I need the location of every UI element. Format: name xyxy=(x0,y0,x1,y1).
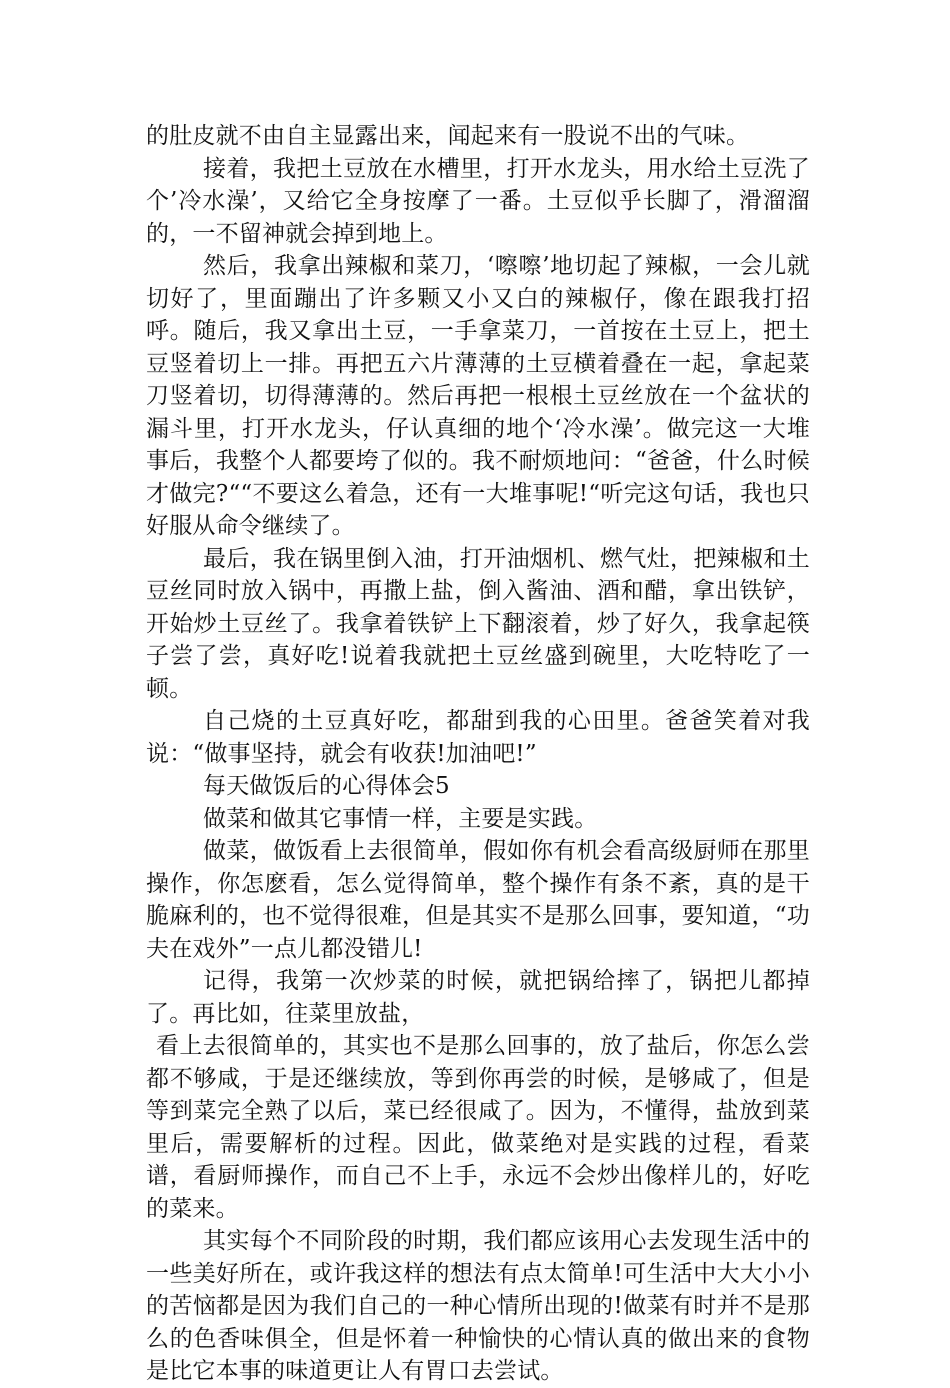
paragraph-8: 记得，我第一次炒菜的时候，就把锅给摔了，锅把儿都掉了。再比如，往菜里放盐， xyxy=(146,968,810,1027)
section-heading: 每天做饭后的心得体会5 xyxy=(203,773,450,799)
paragraph-4: 最后，我在锅里倒入油，打开油烟机、燃气灶，把辣椒和土豆丝同时放入锅中，再撒上盐，倒入酱油、酒和醋，拿出铁铲，开始炒土豆丝了。我拿着铁铲上下翻滚着，炒了好久，我拿起筷子尝了尝，真好吃!说着我就把土豆丝盛到碗里，大吃特吃了一顿。 xyxy=(146,545,810,702)
paragraph-10: 其实每个不同阶段的时期，我们都应该用心去发现生活中的一些美好所在，或许我这样的想法有点太简单!可生活中大大小小的苦恼都是因为我们自己的一种心情所出现的!做菜有时并不是那么的色香味俱全，但是怀着一种愉快的心情认真的做出来的食物是比它本事的味道更让人有胃口去尝试。 xyxy=(146,1228,810,1384)
paragraph-6: 做菜和做其它事情一样，主要是实践。 xyxy=(203,805,598,832)
paragraph-2: 接着，我把土豆放在水槽里，打开水龙头，用水给土豆洗了个’冷水澡’，又给它全身按摩了一番。土豆似乎长脚了，滑溜溜的，一不留神就会掉到地上。 xyxy=(146,155,810,247)
paragraph-5: 自己烧的土豆真好吃，都甜到我的心田里。爸爸笑着对我说：“做事坚持，就会有收获!加油吧!” xyxy=(146,708,810,767)
document-body xyxy=(146,120,810,1388)
paragraph-9: 看上去很简单的，其实也不是那么回事的，放了盐后，你怎么尝都不够咸，于是还继续放，等到你再尝的时候，是够咸了，但是等到菜完全熟了以后，菜已经很咸了。因为，不懂得，盐放到菜里后，需要解析的过程。因此，做菜绝对是实践的过程，看菜谱，看厨师操作，而自己不上手，永远不会炒出像样儿的，好吃的菜来。 xyxy=(146,1033,810,1222)
paragraph-1: 的肚皮就不由自主显露出来，闻起来有一股说不出的气味。 xyxy=(146,123,750,149)
paragraph-7: 做菜，做饭看上去很简单，假如你有机会看高级厨师在那里操作，你怎麽看，怎么觉得简单，整个操作有条不紊，真的是干脆麻利的，也不觉得很难，但是其实不是那么回事，要知道，“功夫在戏外”一点儿都没错儿! xyxy=(146,838,810,962)
paragraph-3: 然后，我拿出辣椒和菜刀，‘嚓嚓’地切起了辣椒，一会儿就切好了，里面蹦出了许多颗又小又白的辣椒仔，像在跟我打招呼。随后，我又拿出土豆，一手拿菜刀，一首按在土豆上，把土豆竖着切上一排。再把五六片薄薄的土豆横着叠在一起，拿起菜刀竖着切，切得薄薄的。然后再把一根根土豆丝放在一个盆状的漏斗里，打开水龙头，仔认真细的地个‘冷水澡’。做完这一大堆事后，我整个人都要垮了似的。我不耐烦地问：“爸爸，什么时候才做完?““不要这么着急，还有一大堆事呢!“听完这句话，我也只好服从命令继续了。 xyxy=(146,253,810,539)
